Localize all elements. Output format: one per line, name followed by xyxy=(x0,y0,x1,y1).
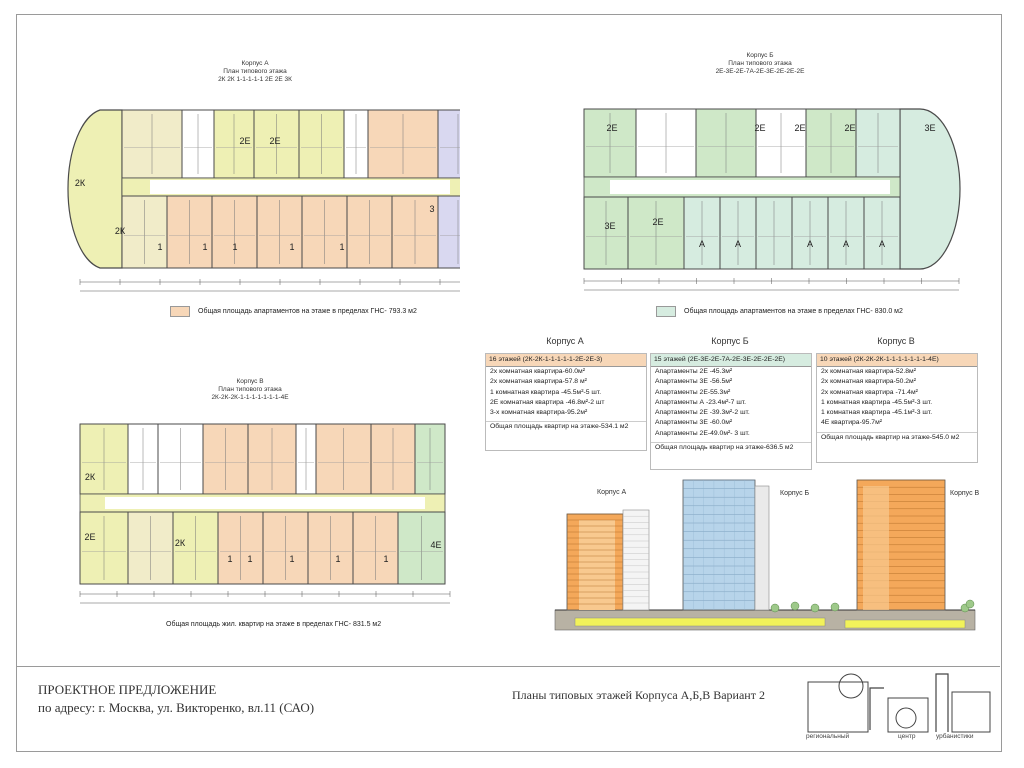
unit-label: 2К xyxy=(84,472,96,482)
tree-symbol xyxy=(966,600,974,608)
plan-b-plan-name: План типового этажа xyxy=(728,60,792,67)
unit-label: 1 xyxy=(157,242,163,252)
apartment-rounded xyxy=(900,109,960,269)
apartment-2k-rounded xyxy=(68,110,122,268)
tree-symbol xyxy=(811,604,819,612)
info-row-v: 2х комнатная квартира-50.2м² xyxy=(821,378,916,386)
tower-b xyxy=(683,480,755,610)
unit-label: А xyxy=(806,239,814,249)
unit-label: 3Е xyxy=(604,221,616,231)
plan-b-building-name: Корпус Б xyxy=(746,52,774,59)
unit-label: 1 xyxy=(232,242,238,252)
info-row-b: Апартаменты 2Е-55.3м² xyxy=(655,388,731,396)
info-row-b: Апартаменты 3Е -56.5м² xyxy=(655,378,733,386)
parking-level xyxy=(575,618,825,626)
legend-swatch-orange xyxy=(170,306,190,317)
floor-plan-v xyxy=(60,412,460,612)
unit-label: 2Е xyxy=(794,123,806,133)
unit-label: 2Е xyxy=(84,532,96,542)
plan-a-building-name: Корпус А xyxy=(241,60,269,67)
floor-plan-b xyxy=(570,95,970,300)
info-v-header: 10 этажей (2К-2К-2К-1-1-1-1-1-1-1-4Е) xyxy=(817,354,977,367)
unit-label: А xyxy=(878,239,886,249)
unit-label: 4Е xyxy=(430,540,442,550)
unit-label: 1 xyxy=(339,242,345,252)
parking-level xyxy=(845,620,965,628)
logo-word-3: урбанистики xyxy=(936,733,974,740)
plan-v-legend-text: Общая площадь жил. квартир на этаже в пределах ГНС- 831.5 м2 xyxy=(166,621,382,628)
plan-v-title xyxy=(190,378,310,402)
unit-label: А xyxy=(734,239,742,249)
info-v-total: Общая площадь квартир на этаже-545.0 м2 xyxy=(817,432,977,443)
info-row-b: Апартаменты А -23.4м²-7 шт. xyxy=(655,398,747,406)
plan-b-title xyxy=(700,52,820,76)
unit-label: 1 xyxy=(335,554,341,564)
info-box-v xyxy=(816,353,978,463)
unit-label: 1 xyxy=(227,554,233,564)
company-logo xyxy=(806,668,996,740)
info-box-a xyxy=(485,353,647,451)
info-row-v: 1 комнатная квартира -45.5м²-3 шт. xyxy=(821,398,933,406)
info-row-b: Апартаменты 2Е -39.3м²-2 шт. xyxy=(655,409,750,417)
plan-v-unit-mix: 2К-2К-2К-1-1-1-1-1-1-1-4Е xyxy=(211,394,289,401)
info-row-v: 1 комнатная квартира -45.1м²-3 шт. xyxy=(821,409,933,417)
unit-label: 1 xyxy=(247,554,253,564)
project-title: ПРОЕКТНОЕ ПРЕДЛОЖЕНИЕ xyxy=(38,682,217,697)
unit-label: 3Е xyxy=(924,123,936,133)
tree-symbol xyxy=(771,604,779,612)
corridor-white xyxy=(150,180,450,194)
unit-label: А xyxy=(698,239,706,249)
plan-a-legend-text: Общая площадь апартаментов на этаже в пределах ГНС- 793.3 м2 xyxy=(198,308,417,315)
project-address: по адресу: г. Москва, ул. Викторенко, вл.11 (САО) xyxy=(38,700,315,715)
info-row-v: 2х комнатная квартира -71.4м² xyxy=(821,388,918,396)
tower-v-facade xyxy=(863,486,889,610)
tree-symbol xyxy=(791,602,799,610)
info-row-a: 2х комнатная квартира-60.0м² xyxy=(490,368,585,375)
info-row-a: 2х комнатная квартира-57.8 м² xyxy=(490,378,587,386)
plan-b-legend xyxy=(656,306,903,317)
info-row-a: 1 комнатная квартира -45.5м²-5 шт. xyxy=(490,388,602,396)
unit-label: А xyxy=(842,239,850,249)
info-a-header: 16 этажей (2К-2К-1-1-1-1-1-2Е-2Е-3) xyxy=(486,354,646,367)
unit-label: 1 xyxy=(202,242,208,252)
logo-word-2: центр xyxy=(898,733,916,740)
unit-label: 2Е xyxy=(269,136,281,146)
plan-b-legend-text: Общая площадь апартаментов на этаже в пределах ГНС- 830.0 м2 xyxy=(684,308,903,315)
info-v-heading: Корпус В xyxy=(877,336,915,346)
plan-a-unit-mix: 2К 2К 1-1-1-1-1 2Е 2Е 3К xyxy=(218,76,292,83)
unit-label: 2Е xyxy=(606,123,618,133)
legend-swatch-mint xyxy=(656,306,676,317)
info-b-header: 15 этажей (2Е-3Е-2Е-7А-2Е-3Е-2Е-2Е-2Е) xyxy=(651,354,811,367)
sheet-title: Планы типовых этажей Корпуса А,Б,В Вариант 2 xyxy=(512,688,765,702)
unit-label: 2Е xyxy=(652,217,664,227)
floor-plan-a xyxy=(60,100,460,300)
plan-a-title xyxy=(195,60,315,84)
plan-v-building-name: Корпус В xyxy=(236,378,264,385)
plan-a-plan-name: План типового этажа xyxy=(223,68,287,75)
unit-label: 2Е xyxy=(844,123,856,133)
unit-label: 1 xyxy=(383,554,389,564)
tower-b-core xyxy=(755,486,769,610)
info-a-total: Общая площадь квартир на этаже-534.1 м2 xyxy=(486,421,646,432)
info-row-b: Апартаменты 2Е-49.0м²- 3 шт. xyxy=(655,429,750,437)
info-row-a: 2Е комнатная квартира -46.8м²-2 шт xyxy=(490,398,605,406)
apartment-bottom xyxy=(438,196,460,268)
logo-word-1: региональный xyxy=(806,733,850,740)
info-b-heading: Корпус Б xyxy=(711,336,749,346)
plan-v-plan-name: План типового этажа xyxy=(218,386,282,393)
info-box-b xyxy=(650,353,812,470)
section-label-b: Корпус Б xyxy=(780,490,810,497)
info-b-total: Общая площадь квартир на этаже-636.5 м2 xyxy=(651,442,811,453)
unit-label: 2Е xyxy=(239,136,251,146)
info-row-v: 4Е квартира-95.7м² xyxy=(821,419,883,427)
unit-label: 2К xyxy=(114,226,126,236)
info-row-b: Апартаменты 2Е -45.3м² xyxy=(655,368,733,375)
section-label-v: Корпус В xyxy=(950,490,980,497)
corridor-white xyxy=(105,497,425,509)
building-section xyxy=(545,470,985,640)
plan-a-legend xyxy=(170,306,417,317)
info-a-heading: Корпус А xyxy=(546,336,584,346)
tree-symbol xyxy=(831,603,839,611)
section-label-a: Корпус А xyxy=(597,489,627,496)
tower-a-facade xyxy=(579,520,615,610)
plan-b-unit-mix: 2Е-3Е-2Е-7А-2Е-3Е-2Е-2Е-2Е xyxy=(715,68,805,75)
unit-label: 2К xyxy=(174,538,186,548)
apartment-top xyxy=(438,110,460,178)
unit-label: 2К xyxy=(74,178,86,188)
unit-label: 1 xyxy=(289,242,295,252)
unit-label: 3 xyxy=(429,204,435,214)
plan-v-legend xyxy=(166,621,381,628)
unit-label: 2Е xyxy=(754,123,766,133)
unit-label: 1 xyxy=(289,554,295,564)
info-row-v: 2х комнатная квартира-52.8м² xyxy=(821,368,916,375)
info-row-b: Апартаменты 3Е -60.0м² xyxy=(655,419,733,427)
tower-a-core xyxy=(623,510,649,610)
corridor-white xyxy=(610,180,890,194)
info-row-a: 3-х комнатная квартира-95.2м² xyxy=(490,409,588,417)
footer-divider xyxy=(16,666,1000,667)
